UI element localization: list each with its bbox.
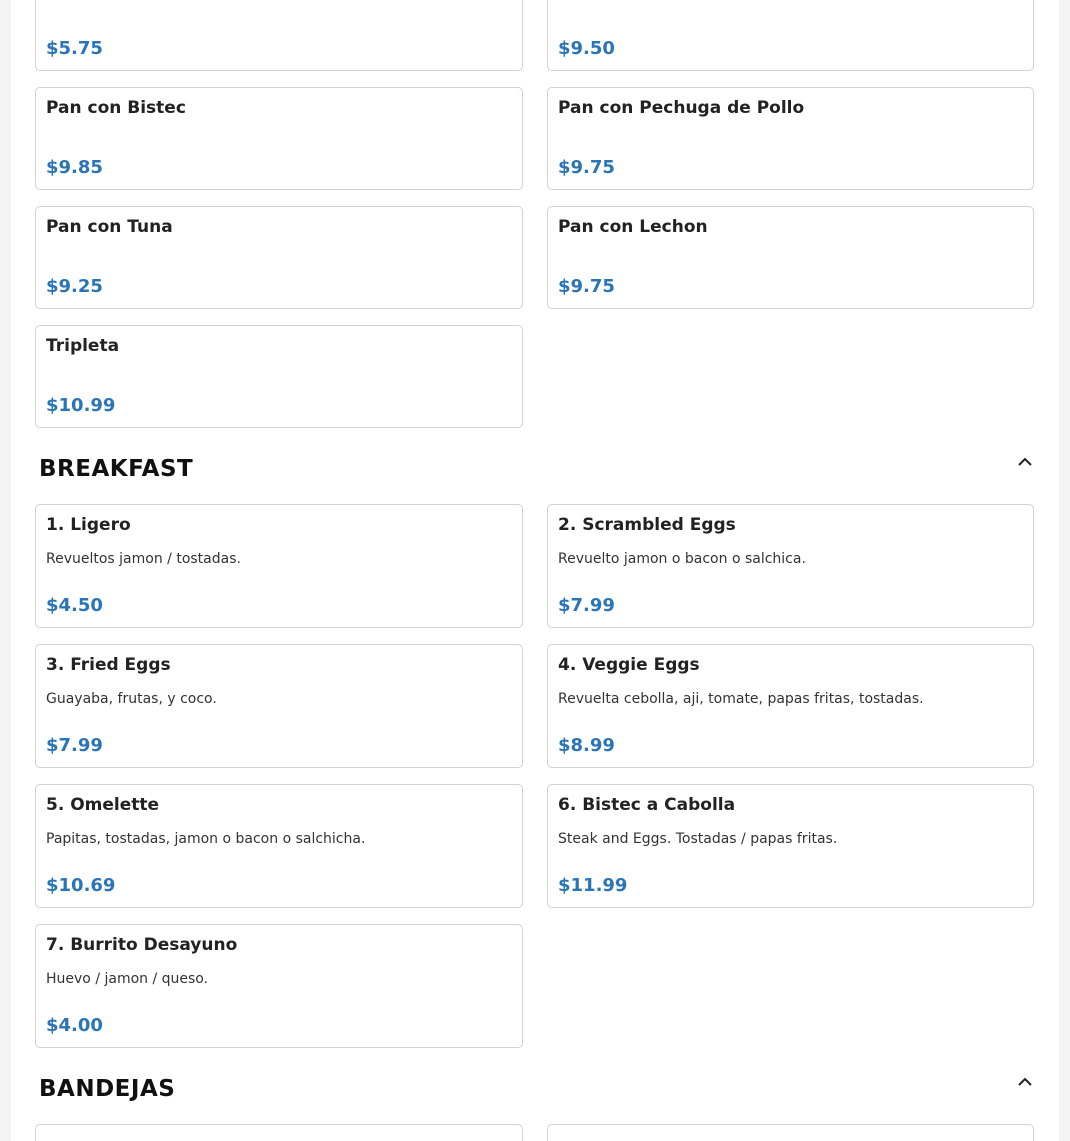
menu-item-price: $4.00 (46, 1015, 103, 1036)
menu-item-card[interactable] (547, 784, 1034, 908)
menu-item-price: $9.75 (558, 276, 615, 297)
menu-item-card[interactable] (35, 1124, 523, 1141)
menu-item-card[interactable] (547, 504, 1034, 628)
menu-item-name: 5. Omelette (46, 795, 160, 815)
menu-item-price: $11.99 (558, 875, 628, 896)
section-title-breakfast: BREAKFAST (39, 456, 194, 482)
menu-item-card[interactable] (35, 644, 523, 768)
menu-item-name: 7. Burrito Desayuno (46, 935, 238, 955)
menu-item-price: $5.75 (46, 38, 103, 59)
chevron-up-icon[interactable] (1015, 1072, 1035, 1092)
menu-item-description: Steak and Eggs. Tostadas / papas fritas. (558, 831, 838, 847)
menu-item-name: 4. Veggie Eggs (558, 655, 700, 675)
menu-item-card[interactable] (35, 784, 523, 908)
menu-item-price: $8.99 (558, 735, 615, 756)
chevron-up-icon[interactable] (1015, 452, 1035, 472)
menu-item-card[interactable] (547, 206, 1034, 309)
menu-item-price: $9.75 (558, 157, 615, 178)
menu-item-price: $10.69 (46, 875, 116, 896)
menu-item-price: $9.50 (558, 38, 615, 59)
menu-item-name: Pan con Bistec (46, 98, 186, 118)
menu-item-card[interactable] (547, 87, 1034, 190)
menu-item-price: $9.85 (46, 157, 103, 178)
menu-item-name: 2. Scrambled Eggs (558, 515, 736, 535)
menu-page (11, 0, 1059, 1141)
menu-item-description: Revueltos jamon / tostadas. (46, 551, 241, 567)
menu-item-card[interactable] (35, 325, 523, 428)
menu-item-name: 1. Ligero (46, 515, 131, 535)
menu-item-description: Papitas, tostadas, jamon o bacon o salchicha. (46, 831, 366, 847)
menu-item-name: 6. Bistec a Cabolla (558, 795, 736, 815)
menu-item-card[interactable] (35, 0, 523, 71)
menu-item-card[interactable] (35, 924, 523, 1048)
menu-item-card[interactable] (35, 87, 523, 190)
menu-item-name: Pan con Pechuga de Pollo (558, 98, 805, 118)
menu-item-name: Tripleta (46, 336, 120, 356)
menu-item-price: $4.50 (46, 595, 103, 616)
menu-item-price: $7.99 (46, 735, 103, 756)
menu-item-price: $10.99 (46, 395, 116, 416)
menu-item-card[interactable] (547, 644, 1034, 768)
menu-item-card[interactable] (35, 504, 523, 628)
menu-item-name: Pan con Lechon (558, 217, 708, 237)
menu-item-card[interactable] (547, 0, 1034, 71)
menu-item-price: $7.99 (558, 595, 615, 616)
menu-item-name: 3. Fried Eggs (46, 655, 171, 675)
menu-item-description: Revuelta cebolla, aji, tomate, papas fritas, tostadas. (558, 691, 924, 707)
menu-item-card[interactable] (35, 206, 523, 309)
menu-item-price: $9.25 (46, 276, 103, 297)
menu-item-description: Revuelto jamon o bacon o salchica. (558, 551, 806, 567)
menu-item-description: Huevo / jamon / queso. (46, 971, 209, 987)
section-title-bandejas: BANDEJAS (39, 1076, 176, 1102)
menu-item-description: Guayaba, frutas, y coco. (46, 691, 217, 707)
menu-item-name: Pan con Tuna (46, 217, 173, 237)
menu-item-card[interactable] (547, 1124, 1034, 1141)
